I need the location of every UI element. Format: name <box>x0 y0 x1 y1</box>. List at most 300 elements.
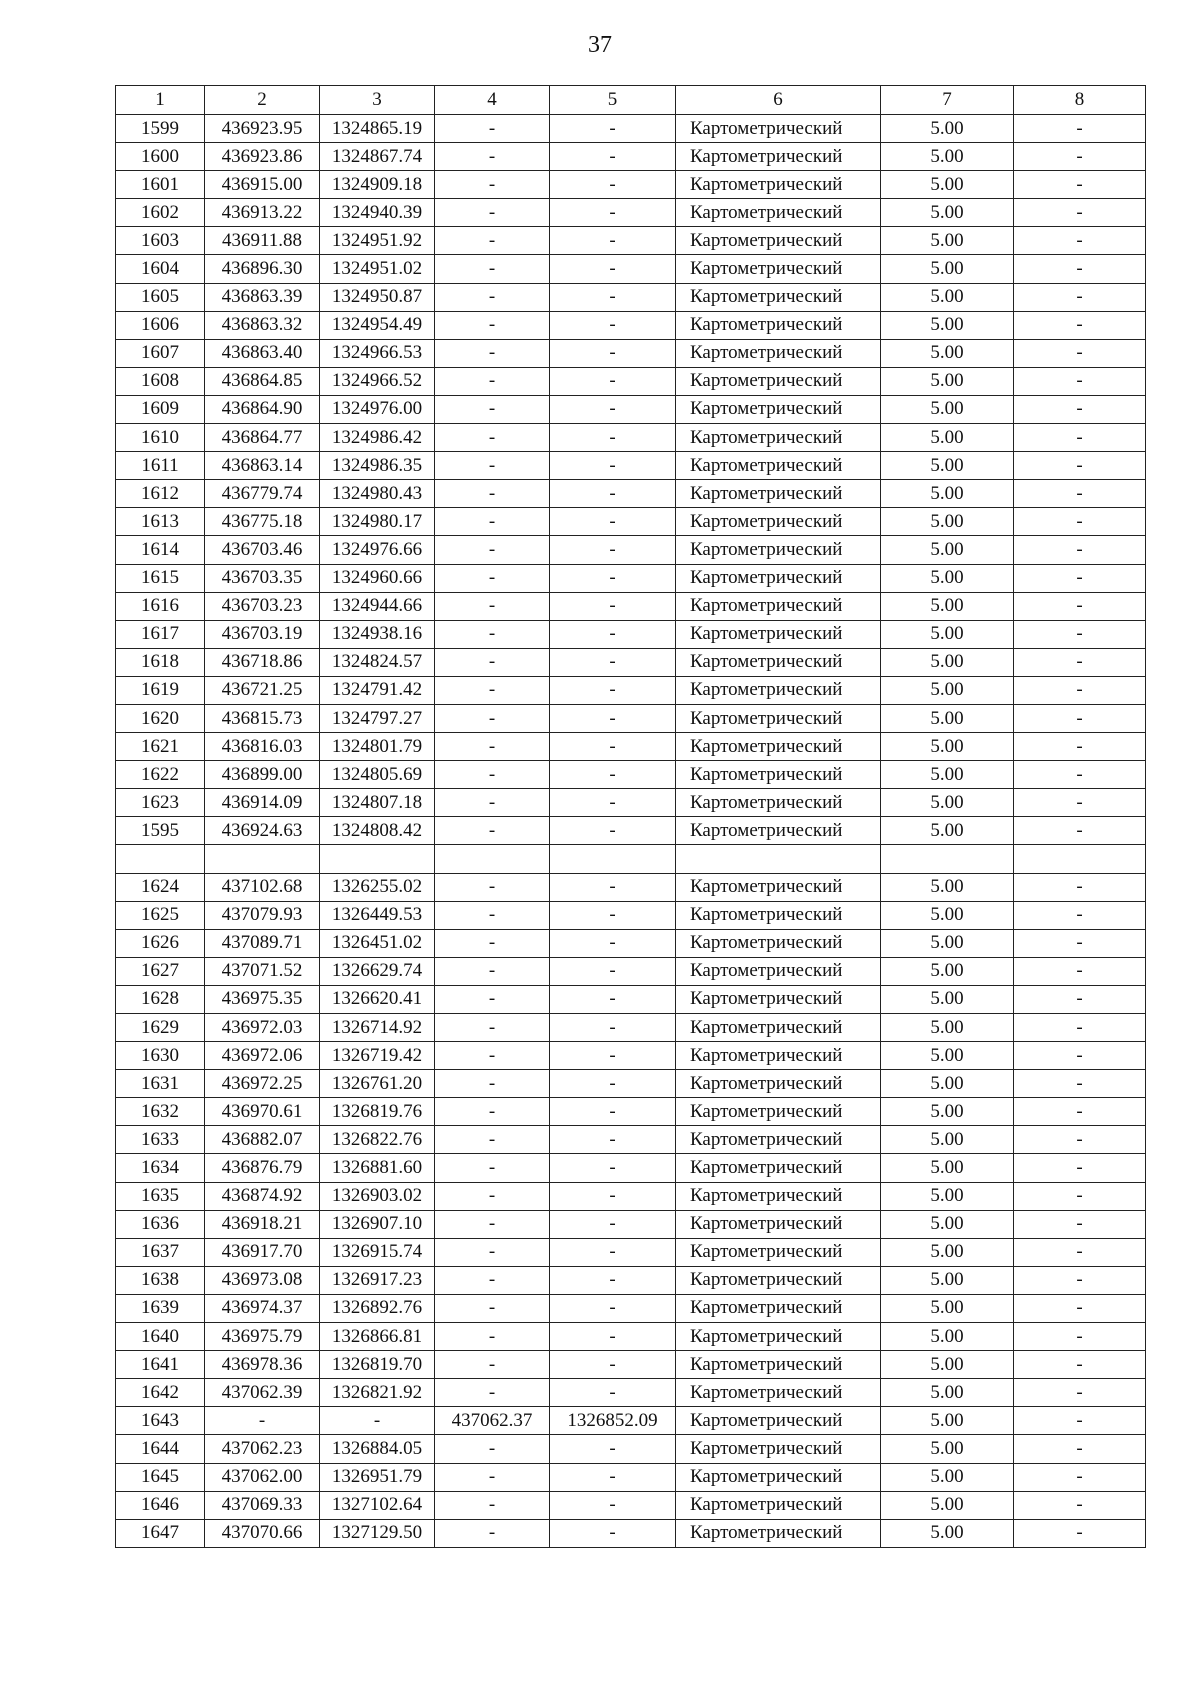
table-cell-col-8: - <box>1014 1491 1146 1519</box>
table-cell-col-2: 436911.88 <box>205 227 320 255</box>
table-cell-col-1: 1622 <box>116 761 205 789</box>
table-cell-col-5: - <box>550 1182 676 1210</box>
table-cell-col-7: 5.00 <box>881 143 1014 171</box>
table-cell-col-1: 1618 <box>116 648 205 676</box>
table-cell-col-6: Картометрический <box>676 676 881 704</box>
table-cell-col-5: - <box>550 395 676 423</box>
table-cell-col-1: 1610 <box>116 424 205 452</box>
table-cell-col-5: - <box>550 1266 676 1294</box>
table-cell-col-2: 436882.07 <box>205 1126 320 1154</box>
table-row <box>116 817 1146 845</box>
table-cell-col-4: 437062.37 <box>435 1407 550 1435</box>
table-cell-col-6: Картометрический <box>676 1098 881 1126</box>
table-cell-col-7: 5.00 <box>881 1491 1014 1519</box>
table-cell-col-8: - <box>1014 789 1146 817</box>
table-cell-col-8: - <box>1014 199 1146 227</box>
table-cell-col-6: Картометрический <box>676 1379 881 1407</box>
table-cell-col-8: - <box>1014 1294 1146 1322</box>
table-cell-col-8: - <box>1014 1379 1146 1407</box>
table-row <box>116 929 1146 957</box>
table-cell-col-8: - <box>1014 1070 1146 1098</box>
table-cell-col-3: 1324909.18 <box>320 171 435 199</box>
table-cell-col-2: 436917.70 <box>205 1238 320 1266</box>
table-cell-col-4: - <box>435 564 550 592</box>
table-cell-col-5: - <box>550 508 676 536</box>
table-cell-col-2: 436864.77 <box>205 424 320 452</box>
table-cell-col-6: Картометрический <box>676 957 881 985</box>
table-cell-col-3: 1326819.76 <box>320 1098 435 1126</box>
table-cell-col-4: - <box>435 1351 550 1379</box>
table-cell-col-3: 1326449.53 <box>320 901 435 929</box>
table-cell-col-8: - <box>1014 171 1146 199</box>
table-row <box>116 1126 1146 1154</box>
table-row <box>116 1463 1146 1491</box>
table-cell-col-4: - <box>435 115 550 143</box>
table-cell-col-4: - <box>435 1126 550 1154</box>
table-cell-col-3: 1324980.43 <box>320 480 435 508</box>
table-cell-col-6: Картометрический <box>676 480 881 508</box>
table-cell-col-6: Картометрический <box>676 339 881 367</box>
table-cell-col-3: 1326866.81 <box>320 1323 435 1351</box>
table-cell-col-5: - <box>550 424 676 452</box>
table-cell-col-2: 436972.25 <box>205 1070 320 1098</box>
table-cell-col-7: 5.00 <box>881 1238 1014 1266</box>
table-cell-col-8: - <box>1014 704 1146 732</box>
table-cell-col-4: - <box>435 283 550 311</box>
table-cell-col-4: - <box>435 311 550 339</box>
table-cell-col-7: 5.00 <box>881 452 1014 480</box>
table-cell-col-1: 1603 <box>116 227 205 255</box>
table-cell-col-4: - <box>435 733 550 761</box>
table-cell-col-3: 1324791.42 <box>320 676 435 704</box>
table-cell-col-3: 1324966.52 <box>320 367 435 395</box>
table-cell-col-1 <box>116 845 205 873</box>
table-row <box>116 536 1146 564</box>
table-cell-col-3: 1326822.76 <box>320 1126 435 1154</box>
table-cell-col-2: 436970.61 <box>205 1098 320 1126</box>
table-cell-col-2: 436975.79 <box>205 1323 320 1351</box>
table-cell-col-6: Картометрический <box>676 255 881 283</box>
table-cell-col-4 <box>435 845 550 873</box>
table-cell-col-5: - <box>550 1070 676 1098</box>
table-cell-col-6: Картометрический <box>676 1210 881 1238</box>
table-cell-col-8: - <box>1014 1266 1146 1294</box>
table-row <box>116 424 1146 452</box>
table-cell-col-6: Картометрический <box>676 227 881 255</box>
table-cell-col-3: 1324944.66 <box>320 592 435 620</box>
table-cell-col-4: - <box>435 1379 550 1407</box>
table-cell-col-7: 5.00 <box>881 115 1014 143</box>
table-cell-col-5: - <box>550 733 676 761</box>
table-cell-col-7: 5.00 <box>881 1210 1014 1238</box>
table-cell-col-1: 1620 <box>116 704 205 732</box>
table-cell-col-8: - <box>1014 1154 1146 1182</box>
table-cell-col-1: 1626 <box>116 929 205 957</box>
table-cell-col-8: - <box>1014 873 1146 901</box>
table-cell-col-3: 1324976.00 <box>320 395 435 423</box>
table-cell-col-5: - <box>550 452 676 480</box>
table-cell-col-4: - <box>435 1210 550 1238</box>
table-cell-col-7: 5.00 <box>881 1435 1014 1463</box>
table-row <box>116 227 1146 255</box>
table-cell-col-4: - <box>435 367 550 395</box>
table-cell-col-3: 1324867.74 <box>320 143 435 171</box>
table-cell-col-8: - <box>1014 592 1146 620</box>
table-cell-col-5: - <box>550 1098 676 1126</box>
table-cell-col-3: 1324824.57 <box>320 648 435 676</box>
table-cell-col-2: 437062.00 <box>205 1463 320 1491</box>
table-cell-col-6: Картометрический <box>676 395 881 423</box>
table-cell-col-3: 1326951.79 <box>320 1463 435 1491</box>
table-cell-col-8: - <box>1014 1042 1146 1070</box>
table-cell-col-4: - <box>435 171 550 199</box>
table-row <box>116 676 1146 704</box>
table-cell-col-6: Картометрический <box>676 873 881 901</box>
table-row <box>116 1266 1146 1294</box>
table-cell-col-2: 436863.39 <box>205 283 320 311</box>
table-cell-col-7: 5.00 <box>881 985 1014 1013</box>
table-cell-col-2: 436815.73 <box>205 704 320 732</box>
table-cell-col-6: Картометрический <box>676 564 881 592</box>
table-row <box>116 508 1146 536</box>
table-cell-col-8: - <box>1014 339 1146 367</box>
table-cell-col-4: - <box>435 1238 550 1266</box>
table-cell-col-3: 1326451.02 <box>320 929 435 957</box>
table-cell-col-2: 436975.35 <box>205 985 320 1013</box>
table-row <box>116 283 1146 311</box>
table-cell-col-4: - <box>435 1294 550 1322</box>
table-cell-col-7: 5.00 <box>881 1323 1014 1351</box>
table-row <box>116 1042 1146 1070</box>
table-cell-col-7: 5.00 <box>881 789 1014 817</box>
table-cell-col-7: 5.00 <box>881 676 1014 704</box>
table-cell-col-6: Картометрический <box>676 452 881 480</box>
table-cell-col-6: Картометрический <box>676 1407 881 1435</box>
table-cell-col-4: - <box>435 817 550 845</box>
table-cell-col-1: 1600 <box>116 143 205 171</box>
table-cell-col-1: 1647 <box>116 1519 205 1547</box>
table-row <box>116 592 1146 620</box>
table-cell-col-3: 1324807.18 <box>320 789 435 817</box>
table-cell-col-2: 437102.68 <box>205 873 320 901</box>
table-cell-col-4: - <box>435 395 550 423</box>
table-cell-col-2: 436918.21 <box>205 1210 320 1238</box>
table-row <box>116 1014 1146 1042</box>
table-cell-col-8: - <box>1014 115 1146 143</box>
table-cell-col-7: 5.00 <box>881 1351 1014 1379</box>
table-cell-col-5: - <box>550 1154 676 1182</box>
table-cell-col-7: 5.00 <box>881 733 1014 761</box>
coordinates-table <box>115 85 1146 1548</box>
table-cell-col-7: 5.00 <box>881 283 1014 311</box>
table-row <box>116 255 1146 283</box>
table-cell-col-8: - <box>1014 227 1146 255</box>
table-cell-col-6: Картометрический <box>676 761 881 789</box>
table-cell-col-1: 1605 <box>116 283 205 311</box>
table-cell-col-4: - <box>435 676 550 704</box>
table-cell-col-1: 1631 <box>116 1070 205 1098</box>
table-cell-col-3: 1326821.92 <box>320 1379 435 1407</box>
table-cell-col-4: - <box>435 761 550 789</box>
table-cell-col-4: - <box>435 1266 550 1294</box>
table-cell-col-5: - <box>550 1238 676 1266</box>
table-row <box>116 704 1146 732</box>
table-cell-col-6: Картометрический <box>676 199 881 227</box>
column-header-3: 3 <box>320 86 435 115</box>
table-cell-col-6: Картометрический <box>676 1042 881 1070</box>
table-cell-col-6 <box>676 845 881 873</box>
table-cell-col-1: 1624 <box>116 873 205 901</box>
table-row <box>116 1070 1146 1098</box>
table-cell-col-2: 436924.63 <box>205 817 320 845</box>
table-cell-col-6: Картометрический <box>676 929 881 957</box>
table-cell-col-2: 436703.19 <box>205 620 320 648</box>
table-cell-col-8: - <box>1014 817 1146 845</box>
table-cell-col-1: 1608 <box>116 367 205 395</box>
table-cell-col-5: - <box>550 1491 676 1519</box>
table-row <box>116 648 1146 676</box>
table-cell-col-5: - <box>550 339 676 367</box>
column-header-2: 2 <box>205 86 320 115</box>
table-cell-col-3 <box>320 845 435 873</box>
table-cell-col-3: 1326907.10 <box>320 1210 435 1238</box>
table-cell-col-2: 436978.36 <box>205 1351 320 1379</box>
table-cell-col-1: 1617 <box>116 620 205 648</box>
table-cell-col-3: 1324797.27 <box>320 704 435 732</box>
table-cell-col-6: Картометрический <box>676 1323 881 1351</box>
table-cell-col-1: 1604 <box>116 255 205 283</box>
table-cell-col-4: - <box>435 648 550 676</box>
table-cell-col-3: 1324976.66 <box>320 536 435 564</box>
table-cell-col-3: 1324951.02 <box>320 255 435 283</box>
table-cell-col-4: - <box>435 1491 550 1519</box>
table-cell-col-6: Картометрический <box>676 704 881 732</box>
table-cell-col-6: Картометрический <box>676 648 881 676</box>
table-cell-col-2 <box>205 845 320 873</box>
table-cell-col-3: 1324980.17 <box>320 508 435 536</box>
table-cell-col-2: 436864.90 <box>205 395 320 423</box>
table-cell-col-4: - <box>435 1463 550 1491</box>
table-cell-col-4: - <box>435 339 550 367</box>
table-cell-col-7: 5.00 <box>881 592 1014 620</box>
table-cell-col-1: 1637 <box>116 1238 205 1266</box>
table-cell-col-8: - <box>1014 676 1146 704</box>
table-cell-col-5: 1326852.09 <box>550 1407 676 1435</box>
table-cell-col-8: - <box>1014 1182 1146 1210</box>
table-row <box>116 1182 1146 1210</box>
table-cell-col-3: 1326892.76 <box>320 1294 435 1322</box>
table-cell-col-4: - <box>435 1435 550 1463</box>
table-cell-col-4: - <box>435 1182 550 1210</box>
table-cell-col-1: 1642 <box>116 1379 205 1407</box>
table-cell-col-5: - <box>550 171 676 199</box>
table-cell-col-6: Картометрический <box>676 985 881 1013</box>
table-row <box>116 311 1146 339</box>
table-cell-col-8: - <box>1014 395 1146 423</box>
table-cell-col-8: - <box>1014 1435 1146 1463</box>
table-cell-col-4: - <box>435 985 550 1013</box>
table-row <box>116 1351 1146 1379</box>
table-cell-col-7: 5.00 <box>881 1126 1014 1154</box>
table-cell-col-4: - <box>435 199 550 227</box>
table-cell-col-7: 5.00 <box>881 1519 1014 1547</box>
table-cell-col-7: 5.00 <box>881 339 1014 367</box>
table-cell-col-2: 436863.40 <box>205 339 320 367</box>
table-cell-col-6: Картометрический <box>676 789 881 817</box>
table-cell-col-5: - <box>550 1294 676 1322</box>
table-cell-col-5: - <box>550 676 676 704</box>
table-cell-col-1: 1644 <box>116 1435 205 1463</box>
table-cell-col-7: 5.00 <box>881 704 1014 732</box>
table-cell-col-8: - <box>1014 536 1146 564</box>
table-cell-col-2: 436923.95 <box>205 115 320 143</box>
table-cell-col-6: Картометрический <box>676 1491 881 1519</box>
table-cell-col-6: Картометрический <box>676 424 881 452</box>
table-cell-col-5: - <box>550 1014 676 1042</box>
table-cell-col-8: - <box>1014 508 1146 536</box>
table-cell-col-6: Картометрический <box>676 536 881 564</box>
table-cell-col-5: - <box>550 817 676 845</box>
table-cell-col-4: - <box>435 901 550 929</box>
table-cell-col-5: - <box>550 929 676 957</box>
table-cell-col-4: - <box>435 424 550 452</box>
table-cell-col-4: - <box>435 789 550 817</box>
table-cell-col-1: 1599 <box>116 115 205 143</box>
table-cell-col-3: 1324805.69 <box>320 761 435 789</box>
table-cell-col-3: 1327102.64 <box>320 1491 435 1519</box>
table-cell-col-5: - <box>550 592 676 620</box>
table-cell-col-6: Картометрический <box>676 1294 881 1322</box>
table-cell-col-6: Картометрический <box>676 1182 881 1210</box>
table-cell-col-4: - <box>435 1323 550 1351</box>
table-cell-col-5: - <box>550 1463 676 1491</box>
table-cell-col-6: Картометрический <box>676 817 881 845</box>
table-row <box>116 1154 1146 1182</box>
page-number: 37 <box>588 32 612 58</box>
table-row <box>116 1435 1146 1463</box>
table-cell-col-1: 1615 <box>116 564 205 592</box>
table-cell-col-7: 5.00 <box>881 311 1014 339</box>
table-cell-col-5 <box>550 845 676 873</box>
table-cell-col-2: 436703.23 <box>205 592 320 620</box>
table-cell-col-2: 436914.09 <box>205 789 320 817</box>
table-cell-col-3: 1324938.16 <box>320 620 435 648</box>
table-row <box>116 1491 1146 1519</box>
table-cell-col-8: - <box>1014 1098 1146 1126</box>
table-cell-col-3: 1326917.23 <box>320 1266 435 1294</box>
table-cell-col-2: 436899.00 <box>205 761 320 789</box>
table-row <box>116 480 1146 508</box>
table-cell-col-3: 1326884.05 <box>320 1435 435 1463</box>
table-cell-col-5: - <box>550 115 676 143</box>
table-cell-col-2: 436974.37 <box>205 1294 320 1322</box>
table-row <box>116 957 1146 985</box>
table-row <box>116 1379 1146 1407</box>
table-cell-col-3: - <box>320 1407 435 1435</box>
column-header-5: 5 <box>550 86 676 115</box>
table-cell-col-2: 436874.92 <box>205 1182 320 1210</box>
table-cell-col-1: 1595 <box>116 817 205 845</box>
table-cell-col-8: - <box>1014 929 1146 957</box>
table-cell-col-4: - <box>435 873 550 901</box>
table-cell-col-1: 1628 <box>116 985 205 1013</box>
table-cell-col-5: - <box>550 367 676 395</box>
table-cell-col-5: - <box>550 199 676 227</box>
table-cell-col-6: Картометрический <box>676 283 881 311</box>
table-cell-col-7: 5.00 <box>881 367 1014 395</box>
table-cell-col-6: Картометрический <box>676 1351 881 1379</box>
table-cell-col-7: 5.00 <box>881 424 1014 452</box>
table-cell-col-1: 1619 <box>116 676 205 704</box>
table-cell-col-5: - <box>550 985 676 1013</box>
table-row <box>116 761 1146 789</box>
table-cell-col-1: 1613 <box>116 508 205 536</box>
table-row <box>116 171 1146 199</box>
table-row <box>116 1238 1146 1266</box>
table-cell-col-6: Картометрический <box>676 115 881 143</box>
table-cell-col-4: - <box>435 536 550 564</box>
table-row <box>116 620 1146 648</box>
table-body <box>116 86 1146 1548</box>
table-cell-col-8: - <box>1014 480 1146 508</box>
table-cell-col-2: 437070.66 <box>205 1519 320 1547</box>
table-cell-col-1: 1629 <box>116 1014 205 1042</box>
table-cell-col-2: 436876.79 <box>205 1154 320 1182</box>
table-cell-col-8: - <box>1014 1519 1146 1547</box>
table-cell-col-6: Картометрический <box>676 1238 881 1266</box>
column-header-4: 4 <box>435 86 550 115</box>
table-cell-col-6: Картометрический <box>676 1463 881 1491</box>
table-cell-col-6: Картометрический <box>676 1070 881 1098</box>
table-cell-col-8: - <box>1014 1126 1146 1154</box>
table-cell-col-4: - <box>435 620 550 648</box>
table-cell-col-8: - <box>1014 424 1146 452</box>
table-cell-col-7: 5.00 <box>881 873 1014 901</box>
table-row <box>116 564 1146 592</box>
table-cell-col-2: 436863.14 <box>205 452 320 480</box>
table-cell-col-1: 1625 <box>116 901 205 929</box>
table-cell-col-5: - <box>550 1379 676 1407</box>
table-cell-col-3: 1324950.87 <box>320 283 435 311</box>
table-cell-col-4: - <box>435 1519 550 1547</box>
table-cell-col-7 <box>881 845 1014 873</box>
table-cell-col-8: - <box>1014 620 1146 648</box>
table-row <box>116 733 1146 761</box>
table-cell-col-2: 436896.30 <box>205 255 320 283</box>
table-cell-col-4: - <box>435 1070 550 1098</box>
table-cell-col-4: - <box>435 704 550 732</box>
table-cell-col-3: 1324801.79 <box>320 733 435 761</box>
table-cell-col-2: 436973.08 <box>205 1266 320 1294</box>
table-cell-col-8: - <box>1014 1014 1146 1042</box>
table-cell-col-7: 5.00 <box>881 227 1014 255</box>
table-cell-col-7: 5.00 <box>881 536 1014 564</box>
table-cell-col-7: 5.00 <box>881 1182 1014 1210</box>
table-cell-col-6: Картометрический <box>676 1519 881 1547</box>
table-row <box>116 1210 1146 1238</box>
table-cell-col-5: - <box>550 901 676 929</box>
table-cell-col-6: Картометрический <box>676 1435 881 1463</box>
table-cell-col-1: 1623 <box>116 789 205 817</box>
table-cell-col-1: 1614 <box>116 536 205 564</box>
table-cell-col-4: - <box>435 1042 550 1070</box>
table-row <box>116 1294 1146 1322</box>
table-cell-col-1: 1641 <box>116 1351 205 1379</box>
table-cell-col-3: 1327129.50 <box>320 1519 435 1547</box>
table-cell-col-7: 5.00 <box>881 199 1014 227</box>
table-cell-col-5: - <box>550 1351 676 1379</box>
table-cell-col-1: 1616 <box>116 592 205 620</box>
